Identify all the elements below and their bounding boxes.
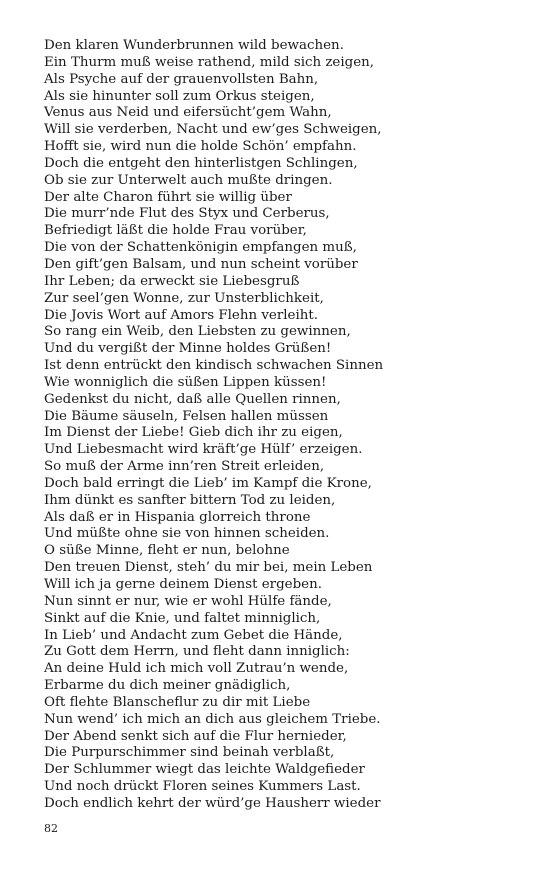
- poem-line: Im Dienst der Liebe! Gieb dich ihr zu eigen,: [44, 425, 343, 441]
- poem-line: Die von der Schattenkönigin empfangen muß,: [44, 240, 357, 256]
- page-number: 82: [44, 822, 58, 835]
- poem-line: Ihm dünkt es sanfter bittern Tod zu leiden,: [44, 492, 336, 508]
- poem-line: Doch die entgeht den hinterlistgen Schlingen,: [44, 155, 358, 171]
- poem-text: [44, 38, 514, 813]
- poem-line: Ein Thurm muß weise rathend, mild sich zeigen,: [44, 54, 375, 70]
- poem-line: Doch bald erringt die Lieb’ im Kampf die Krone,: [44, 475, 372, 491]
- poem-line: Als Psyche auf der grauenvollsten Bahn,: [44, 71, 319, 87]
- poem-line: Die Jovis Wort auf Amors Flehn verleiht.: [44, 307, 318, 323]
- poem-line: So muß der Arme inn’ren Streit erleiden,: [44, 459, 325, 475]
- poem-line: Wie wonniglich die süßen Lippen küssen!: [44, 374, 327, 390]
- poem-line: Venus aus Neid und eifersücht’gem Wahn,: [44, 105, 332, 121]
- poem-line: Und du vergißt der Minne holdes Grüßen!: [44, 341, 332, 357]
- poem-line: Die murr’nde Flut des Styx und Cerberus,: [44, 206, 330, 222]
- poem-line: Der alte Charon führt sie willig über: [44, 189, 292, 205]
- poem-line: Doch endlich kehrt der würd’ge Hausherr wieder: [44, 795, 381, 811]
- poem-line: Den treuen Dienst, steh’ du mir bei, mein Leben: [44, 560, 373, 576]
- poem-line: Und müßte ohne sie von hinnen scheiden.: [44, 526, 330, 542]
- poem-line: Und noch drückt Floren seines Kummers Last.: [44, 779, 361, 795]
- poem-line: Sinkt auf die Knie, und faltet minniglich,: [44, 610, 321, 626]
- poem-line: Ist denn entrückt den kindisch schwachen Sinnen: [44, 358, 384, 374]
- poem-line: Befriedigt läßt die holde Frau vorüber,: [44, 223, 307, 239]
- poem-line: So rang ein Weib, den Liebsten zu gewinnen,: [44, 324, 351, 340]
- poem-line: An deine Huld ich mich voll Zutrau’n wende,: [44, 661, 349, 677]
- poem-line: Erbarme du dich meiner gnädiglich,: [44, 678, 291, 694]
- poem-line: In Lieb’ und Andacht zum Gebet die Hände,: [44, 627, 343, 643]
- poem-line: Als sie hinunter soll zum Orkus steigen,: [44, 88, 315, 104]
- poem-line: Der Schlummer wiegt das leichte Waldgefieder: [44, 762, 365, 778]
- poem-line: Als daß er in Hispania glorreich throne: [44, 509, 311, 525]
- poem-line: Der Abend senkt sich auf die Flur hernieder,: [44, 728, 347, 744]
- poem-line: Hofft sie, wird nun die holde Schön’ empfahn.: [44, 139, 357, 155]
- poem-line: Die Purpurschimmer sind beinah verblaßt,: [44, 745, 335, 761]
- poem-line: Ihr Leben; da erweckt sie Liebesgruß: [44, 273, 300, 289]
- poem-line: Ob sie zur Unterwelt auch mußte dringen.: [44, 172, 333, 188]
- poem-line: Und Liebesmacht wird kräft’ge Hülf’ erzeigen.: [44, 442, 363, 458]
- poem-line: Zu Gott dem Herrn, und fleht dann inniglich:: [44, 644, 350, 660]
- poem-line: Will ich ja gerne deinem Dienst ergeben.: [44, 577, 322, 592]
- poem-line: Oft flehte Blanscheflur zu dir mit Liebe: [44, 694, 311, 710]
- poem-line: Gedenkst du nicht, daß alle Quellen rinnen,: [44, 391, 341, 407]
- poem-line: Den gift’gen Balsam, und nun scheint vorüber: [44, 256, 358, 272]
- poem-line: Zur seel’gen Wonne, zur Unsterblichkeit,: [44, 290, 324, 306]
- poem-line: Nun sinnt er nur, wie er wohl Hülfe fände,: [44, 593, 332, 609]
- poem-line: Will sie verderben, Nacht und ew’ges Schweigen,: [44, 122, 382, 138]
- poem-line: O süße Minne, fleht er nun, belohne: [44, 543, 290, 559]
- poem-line: Den klaren Wunderbrunnen wild bewachen.: [44, 38, 344, 53]
- poem-line: Die Bäume säuseln, Felsen hallen müssen: [44, 408, 329, 424]
- poem-line: Nun wend’ ich mich an dich aus gleichem Triebe.: [44, 711, 381, 727]
